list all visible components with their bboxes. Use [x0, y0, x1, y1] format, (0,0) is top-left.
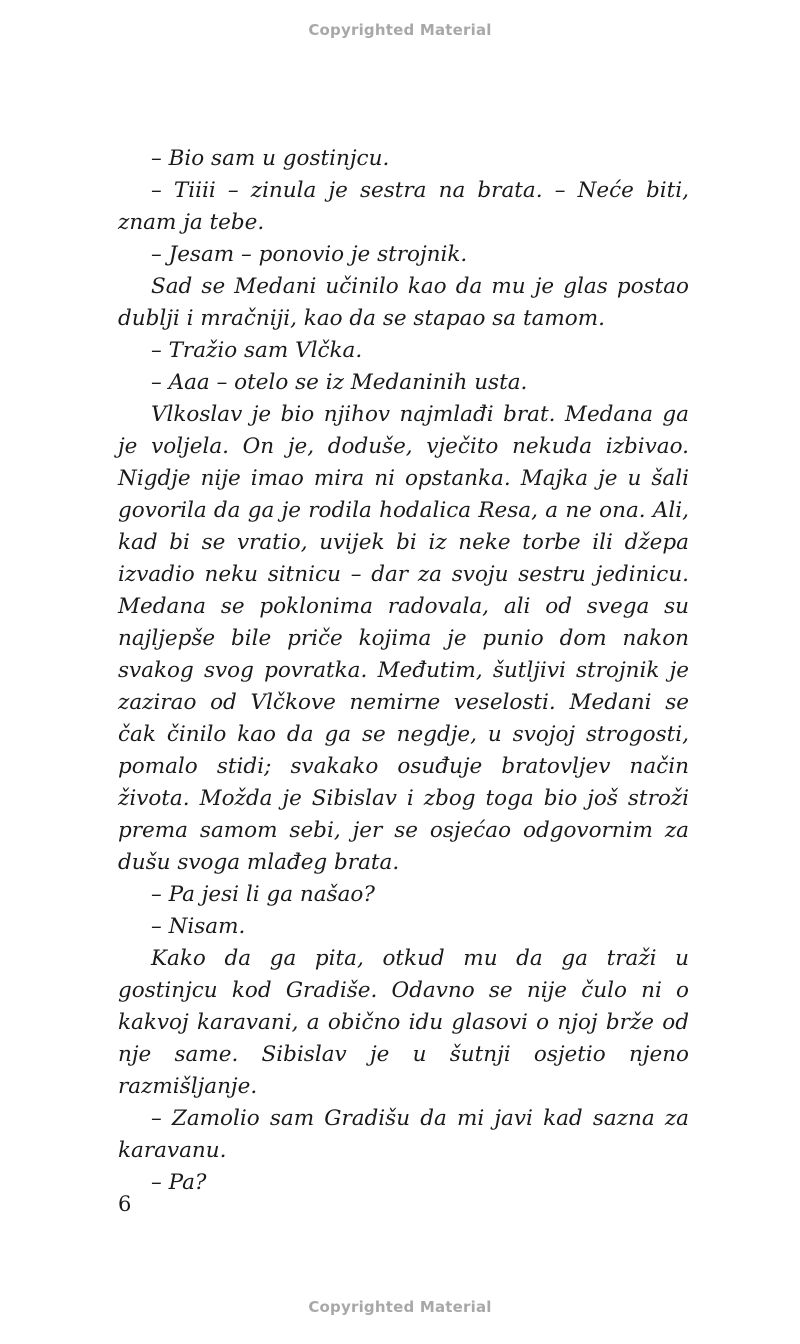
copyright-watermark-top: Copyrighted Material — [308, 21, 492, 39]
paragraph: Kako da ga pita, otkud mu da ga traži u gostinjcu kod Gradiše. Odavno se nije čulo ni o kakvoj karavani, a obično idu glasovi o njoj brže od nje same. Sibislav je u šutnji osjetio njeno razmišljanje. — [118, 946, 689, 1099]
book-text — [118, 143, 689, 1199]
paragraph: – Bio sam u gostinjcu. — [151, 146, 390, 171]
paragraph: – Tiiii – zinula je sestra na brata. – Neće biti, znam ja tebe. — [118, 178, 689, 235]
paragraph: – Zamolio sam Gradišu da mi javi kad sazna za karavanu. — [118, 1106, 689, 1163]
paragraph: – Aaa – otelo se iz Medaninih usta. — [151, 370, 528, 395]
copyright-watermark-bottom: Copyrighted Material — [308, 1298, 492, 1316]
paragraph: – Jesam – ponovio je strojnik. — [151, 242, 468, 267]
page-number: 6 — [118, 1192, 132, 1216]
paragraph: – Pa jesi li ga našao? — [151, 882, 375, 907]
paragraph: – Nisam. — [151, 914, 246, 939]
paragraph: Vlkoslav je bio njihov najmlađi brat. Medana ga je voljela. On je, doduše, vječito nekuda izbivao. Nigdje nije imao mira ni opstanka. Majka je u šali govorila da ga je rodila hodalica Resa, a ne ona. Ali, kad bi se vratio, uvijek bi iz neke torbe ili džepa izvadio neku sitnicu – dar za svoju sestru jedinicu. Medana se poklonima radovala, ali od svega su najljepše bile priče kojima je punio dom nakon svakog svog povratka. Međutim, šutljivi strojnik je zazirao od Vlčkove nemirne veselosti. Medani se čak činilo kao da ga se negdje, u svojoj strogosti, pomalo stidi; svakako osuđuje bratovljev način života. Možda je Sibislav i zbog toga bio još stroži prema samom sebi, jer se osjećao odgovornim za dušu svoga mlađeg brata. — [118, 402, 689, 875]
paragraph: – Tražio sam Vlčka. — [151, 338, 363, 363]
paragraph: – Pa? — [151, 1170, 207, 1195]
paragraph: Sad se Medani učinilo kao da mu je glas postao dublji i mračniji, kao da se stapao sa tamom. — [118, 274, 689, 331]
